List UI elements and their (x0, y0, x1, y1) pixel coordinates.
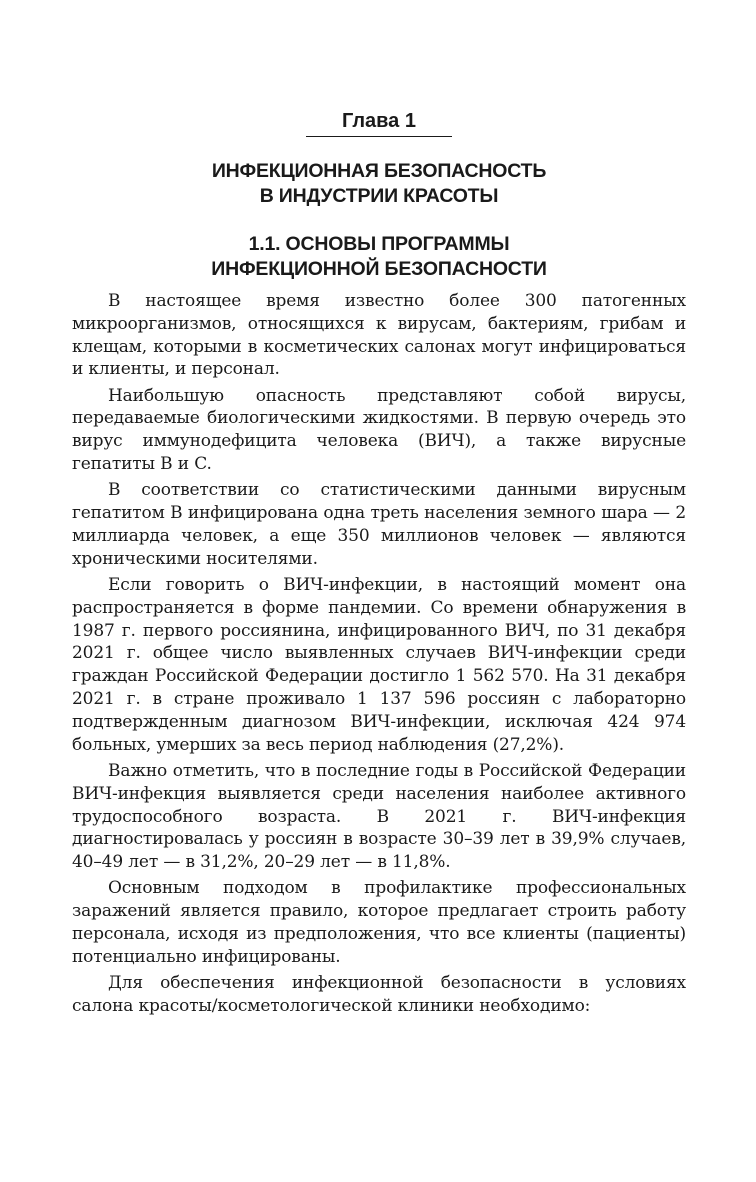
paragraph: Важно отметить, что в последние годы в Российской Федерации ВИЧ-инфекция выявляется среди населения наиболее активного трудоспособного возраста. В 2021 г. ВИЧ-инфекция диагностировалась у россиян в возрасте 30–39 лет в 39,9% случаев, 40–49 лет — в 31,2%, 20–29 лет — в 11,8%. (72, 760, 686, 873)
paragraph: Для обеспечения инфекционной безопасности в условиях салона красоты/косметологической клиники необходимо: (72, 973, 686, 1016)
chapter-title (72, 159, 686, 209)
chapter-title-line-1: ИНФЕКЦИОННАЯ БЕЗОПАСНОСТЬ (211, 160, 547, 182)
section-title-line-2: ИНФЕКЦИОННОЙ БЕЗОПАСНОСТИ (211, 258, 547, 280)
paragraph: Основным подходом в профилактике профессиональных заражений является правило, которое предлагает строить работу персонала, исходя из предположения, что все клиенты (пациенты) потенциально инфицированы. (72, 878, 686, 967)
paragraph: Наибольшую опасность представляют собой вирусы, передаваемые биологическими жидкостями. В первую очередь это вирус иммунодефицита человека (ВИЧ), а также вирусные гепатиты B и C. (72, 385, 686, 475)
paragraph: В соответствии со статистическими данными вирусным гепатитом B инфицирована одна треть населения земного шара — 2 миллиарда человек, а еще 350 миллионов человек — являются хроническими носителями. (72, 480, 686, 569)
paragraph: В настоящее время известно более 300 патогенных микроорганизмов, относящихся к вирусам, бактериям, грибам и клещам, которыми в косметических салонах могут инфицироваться и клиенты, и персонал. (72, 291, 686, 380)
section-title-line-1: 1.1. ОСНОВЫ ПРОГРАММЫ (248, 233, 510, 255)
chapter-title-line-2: В ИНДУСТРИИ КРАСОТЫ (259, 185, 499, 207)
chapter-label: Глава 1 (306, 108, 452, 137)
section-title (72, 232, 686, 282)
body-text (72, 290, 686, 1018)
paragraph: Если говорить о ВИЧ-инфекции, в настоящий момент она распространяется в форме пандемии. Со времени обнаружения в 1987 г. первого россиянина, инфицированного ВИЧ, по 31 декабря 2021 г. общее число выявленных случаев ВИЧ-инфекции среди граждан Российской Федерации достигло 1 562 570. На 31 декабря 2021 г. в стране проживало 1 137 596 россиян с лабораторно подтвержденным диагнозом ВИЧ-инфекции, исключая 424 974 больных, умерших за весь период наблюдения (27,2%). (72, 575, 686, 755)
